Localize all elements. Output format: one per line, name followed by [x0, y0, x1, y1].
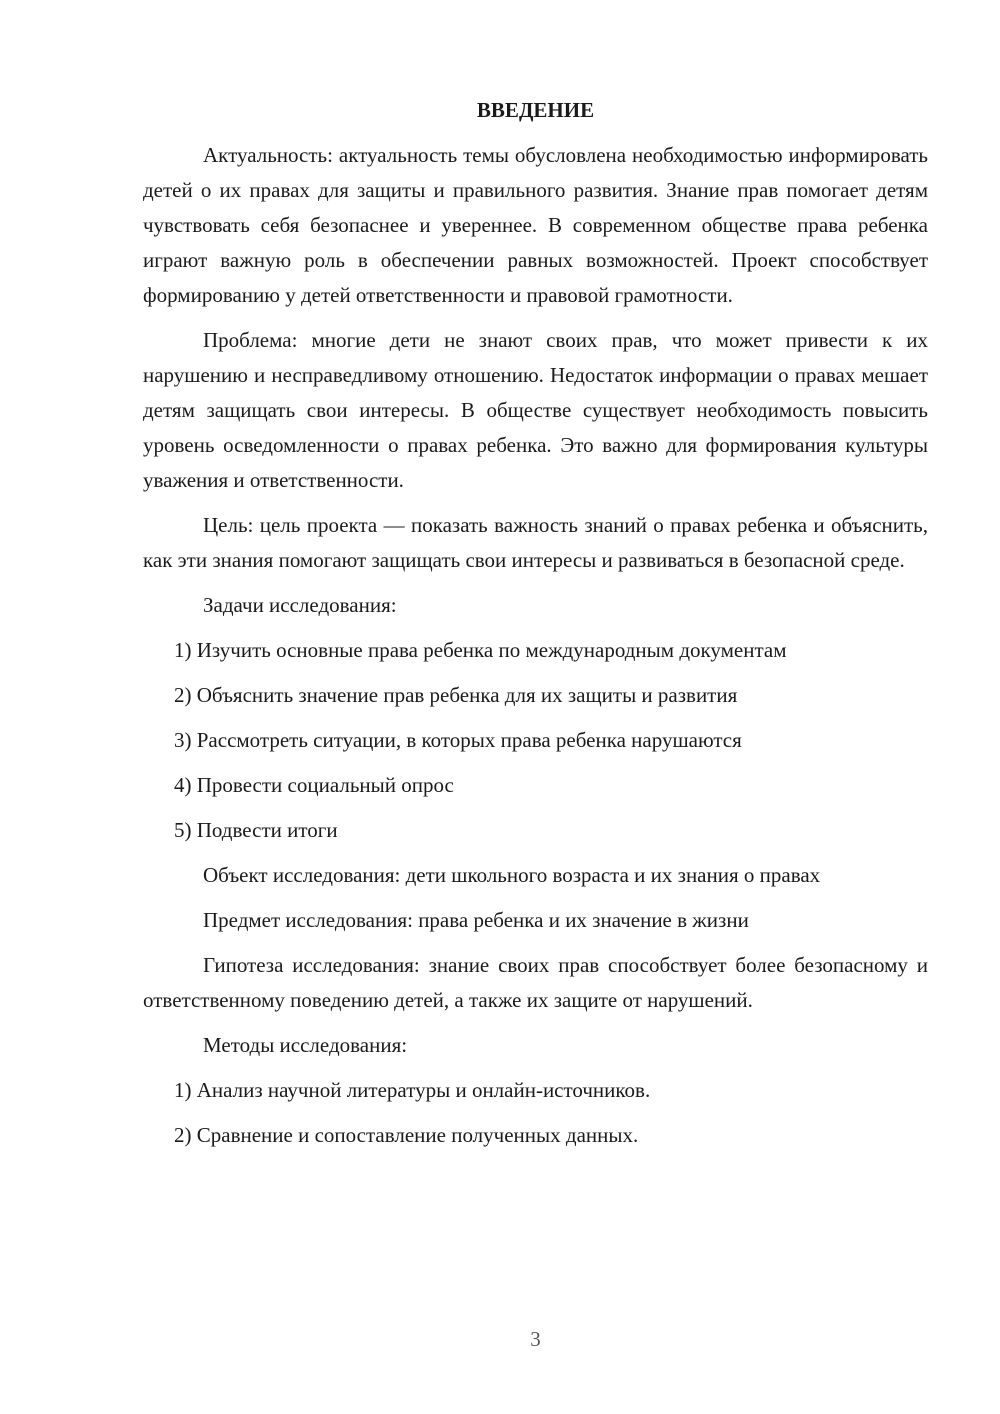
section-title: ВВЕДЕНИЕ: [476, 98, 595, 122]
list-item: 1) Изучить основные права ребенка по международным документам: [174, 638, 787, 662]
relevance-paragraph: Актуальность: актуальность темы обусловлена необходимостью информировать детей о их правах для защиты и правильного развития. Знание прав помогает детям чувствовать себя безопаснее и увереннее. В современном обществе права ребенка играют важную роль в обеспечении равных возможностей. Проект способствует формированию у детей ответственности и правовой грамотности.: [143, 143, 928, 307]
methods-heading: Методы исследования:: [203, 1033, 408, 1057]
tasks-list: [143, 633, 928, 848]
goal-paragraph: Цель: цель проекта — показать важность знаний о правах ребенка и объяснить, как эти знания помогают защищать свои интересы и развиваться в безопасной среде.: [143, 513, 928, 572]
list-item: 2) Сравнение и сопоставление полученных данных.: [174, 1123, 639, 1147]
subject-paragraph: Предмет исследования: права ребенка и их значение в жизни: [203, 908, 749, 932]
object-paragraph: Объект исследования: дети школьного возраста и их знания о правах: [203, 863, 821, 887]
page-content: [143, 93, 928, 1163]
tasks-heading: Задачи исследования:: [203, 593, 397, 617]
list-item: 3) Рассмотреть ситуации, в которых права ребенка нарушаются: [174, 728, 742, 752]
page-number: 3: [530, 1327, 541, 1351]
methods-list: [143, 1073, 928, 1153]
list-item: 4) Провести социальный опрос: [174, 773, 454, 797]
list-item: 2) Объяснить значение прав ребенка для их защиты и развития: [174, 683, 738, 707]
list-item: 5) Подвести итоги: [174, 818, 338, 842]
list-item: 1) Анализ научной литературы и онлайн-источников.: [174, 1078, 651, 1102]
problem-paragraph: Проблема: многие дети не знают своих прав, что может привести к их нарушению и несправедливому отношению. Недостаток информации о правах мешает детям защищать свои интересы. В обществе существует необходимость повысить уровень осведомленности о правах ребенка. Это важно для формирования культуры уважения и ответственности.: [143, 328, 928, 492]
hypothesis-paragraph: Гипотеза исследования: знание своих прав способствует более безопасному и ответственному поведению детей, а также их защите от нарушений.: [143, 953, 928, 1012]
